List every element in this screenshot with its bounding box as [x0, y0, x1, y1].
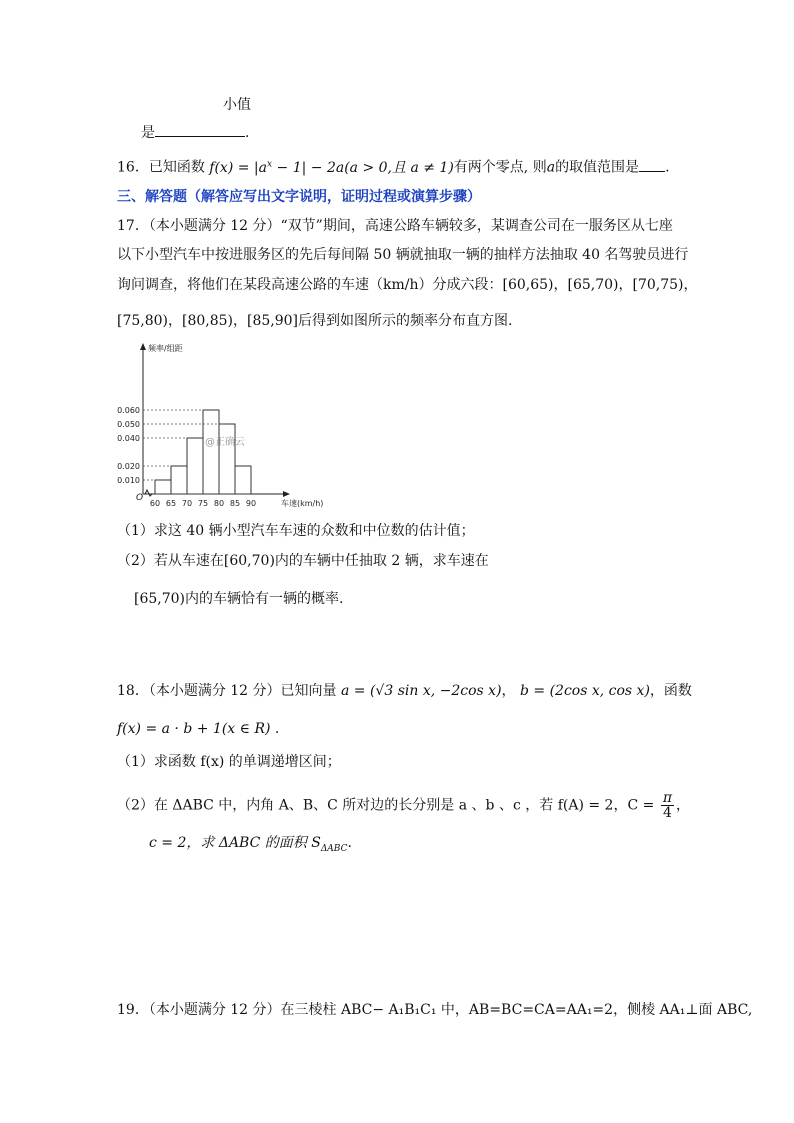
q15-prefix: 是 — [141, 125, 155, 141]
q18-sub2-comma: ， — [676, 797, 691, 814]
q15-tail-line1: 小值 — [223, 97, 251, 113]
axis-break — [145, 490, 152, 496]
question-16 — [117, 154, 670, 178]
y-tick-label: 0.040 — [117, 434, 140, 443]
y-tick-label: 0.020 — [117, 462, 140, 471]
fraction-numerator: π — [662, 790, 673, 806]
y-axis-arrow — [140, 343, 146, 350]
vector-b: b = (2cos x, cos x) — [519, 683, 650, 699]
q18-prefix: 18．（本小题满分 12 分）已知向量 — [117, 683, 337, 699]
q16-formula — [209, 160, 454, 176]
q15-tail-line2 — [141, 122, 249, 143]
q18-line1: 18．（本小题满分 12 分）已知向量 a = (√3 sin x, −2cos x)， b = (2cos x, cos x)，函数 — [117, 683, 692, 699]
q16-formula-a: f(x) = |a — [209, 159, 267, 176]
frequency-histogram — [105, 338, 335, 513]
answer-blank — [639, 157, 665, 172]
fraction-denominator: 4 — [662, 805, 672, 821]
q16-var-a: a — [546, 159, 556, 176]
histogram-bar — [219, 424, 235, 494]
q18-sub1: （1）求函数 f(x) 的单调递增区间； — [117, 754, 341, 770]
q16-number: 16． — [117, 159, 149, 176]
histogram-bar — [187, 438, 203, 494]
x-tick-label: 60 — [149, 499, 161, 508]
histogram-bar — [171, 466, 187, 494]
fraction-pi-4 — [661, 791, 674, 820]
y-tick-label: 0.060 — [117, 406, 140, 415]
x-tick-label: 70 — [181, 499, 193, 508]
q18-area-text: c = 2，求 ΔABC 的面积 S — [149, 835, 321, 851]
q17-line2: 以下小型汽车中按进服务区的先后每间隔 50 辆就抽取一辆的抽样方法抽取 40 名驾驶员进行 — [117, 247, 689, 263]
x-axis-arrow — [283, 491, 290, 497]
q18-area-end: . — [347, 835, 352, 851]
q17-sub2: （2）若从车速在[60,70)内的车辆中任抽取 2 辆，求车速在 — [117, 553, 489, 569]
histogram-bar — [235, 466, 251, 494]
q18-sub2-text: （2）在 ΔABC 中，内角 A、B、C 所对边的长分别是 a 、b 、c ，若 f(A) = 2，C = — [117, 797, 655, 814]
watermark-text: @正确云 — [205, 437, 245, 448]
q17-line1: 17．（本小题满分 12 分）“双节”期间，高速公路车辆较多，某调查公司在一服务区从七座 — [117, 218, 673, 234]
q17-sub2b: [65,70)内的车辆恰有一辆的概率. — [134, 591, 344, 607]
q16-formula-sup: x — [266, 159, 273, 169]
q17-line4: [75,80)，[80,85)，[85,90]后得到如图所示的频率分布直方图. — [117, 313, 513, 329]
q16-formula-mid: − 1| − 2a(a > 0,且 a ≠ 1) — [272, 159, 454, 176]
y-tick-label: 0.010 — [117, 476, 140, 485]
q18-suffix: ，函数 — [649, 683, 692, 699]
section-heading: 三、解答题（解答应写出文字说明，证明过程或演算步骤） — [117, 189, 481, 205]
q16-end: . — [665, 159, 670, 176]
q16-tail2: 的取值范围是 — [555, 159, 640, 176]
q17-sub1: （1）求这 40 辆小型汽车车速的众数和中位数的估计值； — [117, 523, 475, 539]
x-tick-label: 80 — [213, 499, 225, 508]
x-tick-label: 65 — [165, 499, 177, 508]
q19-line1: 19．（本小题满分 12 分）在三棱柱 ABC− A₁B₁C₁ 中，AB=BC=CA=AA₁=2，侧棱 AA₁⊥面 ABC, — [117, 1002, 753, 1018]
histogram-bar — [155, 480, 171, 494]
answer-blank — [155, 122, 245, 137]
x-axis-label: 车速(km/h) — [281, 499, 324, 508]
x-tick-label: 85 — [229, 499, 241, 508]
q18-sub2 — [117, 791, 690, 820]
y-axis-label: 频率/组距 — [148, 344, 183, 353]
x-tick-label: 90 — [245, 499, 257, 508]
y-tick-label: 0.050 — [117, 420, 140, 429]
q17-line3: 询问调查，将他们在某段高速公路的车速（km/h）分成六段：[60,65)，[65,70)，[70,75)， — [117, 277, 698, 293]
q16-tail: 有两个零点, 则 — [453, 159, 547, 176]
origin-label: O — [136, 493, 144, 503]
histogram-bar — [203, 410, 219, 494]
q16-lead: 已知函数 — [148, 159, 205, 176]
x-tick-label: 75 — [197, 499, 209, 508]
q18-sub2-line2 — [149, 833, 352, 859]
vector-a: a = (√3 sin x, −2cos x) — [340, 683, 502, 699]
q15-suffix: . — [245, 125, 250, 141]
q18-line2: f(x) = a · b + 1(x ∈ R) . — [117, 721, 280, 737]
q18-area-sub: ΔABC — [320, 843, 348, 854]
